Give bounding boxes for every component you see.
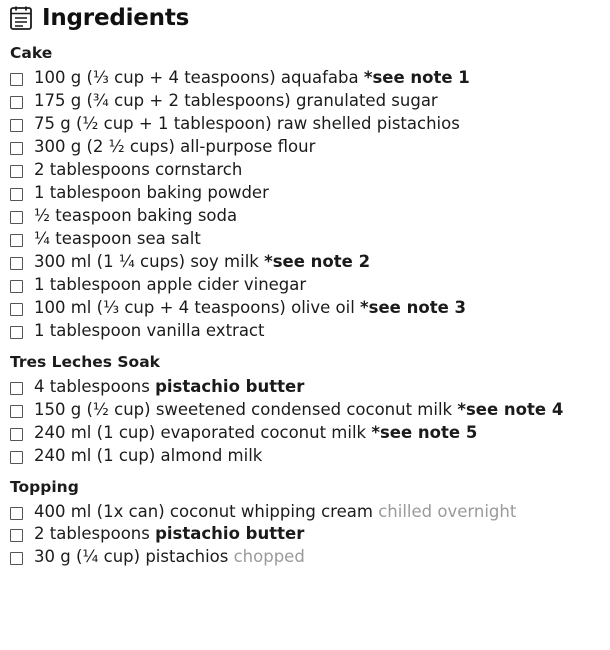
ingredient-item[interactable] bbox=[10, 523, 600, 546]
ingredient-text bbox=[34, 424, 477, 443]
ingredient-checkbox[interactable] bbox=[10, 257, 23, 270]
ingredient-main-text: 300 ml (1 ¼ cups) soy milk bbox=[34, 251, 265, 271]
ingredient-checkbox[interactable] bbox=[10, 73, 23, 86]
ingredient-item[interactable] bbox=[10, 251, 600, 274]
ingredient-item[interactable] bbox=[10, 274, 600, 297]
ingredient-main-text: 300 g (2 ½ cups) all-purpose flour bbox=[34, 136, 316, 156]
ingredient-main-text: ½ teaspoon baking soda bbox=[34, 205, 238, 225]
ingredient-text bbox=[34, 184, 269, 203]
ingredient-checkbox[interactable] bbox=[10, 326, 23, 339]
ingredient-item[interactable] bbox=[10, 399, 600, 422]
ingredient-checkbox[interactable] bbox=[10, 428, 23, 441]
ingredient-main-text: 100 ml (⅓ cup + 4 teaspoons) olive oil bbox=[34, 297, 361, 317]
ingredient-preparation-note: chopped bbox=[233, 547, 305, 567]
ingredient-item[interactable] bbox=[10, 90, 600, 113]
ingredient-text bbox=[34, 115, 460, 134]
ingredient-item[interactable] bbox=[10, 136, 600, 159]
ingredient-text bbox=[34, 161, 242, 180]
ingredient-checkbox[interactable] bbox=[10, 303, 23, 316]
ingredient-text bbox=[34, 299, 466, 318]
ingredient-sections bbox=[10, 44, 600, 569]
ingredient-item[interactable] bbox=[10, 501, 600, 524]
ingredient-text bbox=[34, 401, 563, 420]
ingredient-highlight: pistachio butter bbox=[155, 524, 305, 544]
ingredient-item[interactable] bbox=[10, 320, 600, 343]
page-title: Ingredients bbox=[42, 4, 190, 31]
ingredient-text bbox=[34, 525, 304, 544]
ingredient-main-text: 175 g (¾ cup + 2 tablespoons) granulated sugar bbox=[34, 90, 438, 110]
ingredient-main-text: 1 tablespoon baking powder bbox=[34, 182, 269, 202]
ingredients-header bbox=[10, 6, 600, 30]
ingredient-text bbox=[34, 230, 201, 249]
ingredient-checkbox[interactable] bbox=[10, 451, 23, 464]
section-title: Cake bbox=[10, 44, 53, 62]
ingredient-text bbox=[34, 276, 306, 295]
recipe-list-icon bbox=[10, 6, 32, 30]
ingredient-text bbox=[34, 378, 304, 397]
ingredient-checkbox[interactable] bbox=[10, 142, 23, 155]
ingredient-section bbox=[10, 353, 600, 468]
ingredient-checkbox[interactable] bbox=[10, 280, 23, 293]
ingredient-text bbox=[34, 69, 470, 88]
ingredient-item[interactable] bbox=[10, 228, 600, 251]
ingredient-main-text: ¼ teaspoon sea salt bbox=[34, 228, 201, 248]
ingredient-item[interactable] bbox=[10, 67, 600, 90]
ingredient-main-text: 100 g (⅓ cup + 4 teaspoons) aquafaba bbox=[34, 68, 364, 87]
ingredient-checkbox[interactable] bbox=[10, 165, 23, 178]
ingredient-main-text: 2 tablespoons bbox=[34, 524, 156, 544]
ingredient-preparation-note: chilled overnight bbox=[378, 501, 517, 521]
ingredient-item[interactable] bbox=[10, 159, 600, 182]
ingredient-checkbox[interactable] bbox=[10, 529, 23, 542]
ingredient-text bbox=[34, 207, 237, 226]
ingredient-text bbox=[34, 447, 262, 466]
ingredient-checkbox[interactable] bbox=[10, 405, 23, 418]
ingredient-item[interactable] bbox=[10, 546, 600, 569]
ingredient-main-text: 75 g (½ cup + 1 tablespoon) raw shelled pistachios bbox=[34, 113, 460, 133]
ingredient-main-text: 1 tablespoon vanilla extract bbox=[34, 320, 265, 340]
ingredient-note-ref: *see note 4 bbox=[457, 399, 564, 419]
section-title: Topping bbox=[10, 477, 79, 496]
ingredient-main-text: 400 ml (1x can) coconut whipping cream bbox=[34, 501, 379, 521]
ingredient-main-text: 4 tablespoons bbox=[34, 376, 156, 396]
ingredient-note-ref: *see note 5 bbox=[371, 422, 478, 442]
ingredient-item[interactable] bbox=[10, 182, 600, 205]
ingredient-text bbox=[34, 503, 516, 522]
ingredient-section bbox=[10, 478, 600, 570]
ingredient-highlight: pistachio butter bbox=[155, 376, 305, 396]
ingredient-checkbox[interactable] bbox=[10, 96, 23, 109]
ingredient-note-ref: *see note 1 bbox=[363, 68, 470, 87]
ingredient-section bbox=[10, 44, 600, 343]
ingredient-main-text: 240 ml (1 cup) almond milk bbox=[34, 445, 263, 465]
ingredient-main-text: 2 tablespoons cornstarch bbox=[34, 159, 243, 179]
ingredient-text bbox=[34, 92, 438, 111]
ingredient-item[interactable] bbox=[10, 422, 600, 445]
ingredient-item[interactable] bbox=[10, 445, 600, 468]
ingredient-text bbox=[34, 138, 315, 157]
ingredient-main-text: 30 g (¼ cup) pistachios bbox=[34, 547, 234, 567]
ingredient-text bbox=[34, 548, 305, 567]
ingredient-checkbox[interactable] bbox=[10, 507, 23, 520]
ingredient-checkbox[interactable] bbox=[10, 211, 23, 224]
ingredient-checkbox[interactable] bbox=[10, 188, 23, 201]
ingredient-main-text: 240 ml (1 cup) evaporated coconut milk bbox=[34, 422, 372, 442]
ingredient-main-text: 150 g (½ cup) sweetened condensed coconut milk bbox=[34, 399, 458, 419]
ingredient-note-ref: *see note 3 bbox=[360, 297, 467, 317]
section-title: Tres Leches Soak bbox=[10, 352, 160, 371]
ingredient-checkbox[interactable] bbox=[10, 552, 23, 565]
ingredient-item[interactable] bbox=[10, 113, 600, 136]
ingredient-checkbox[interactable] bbox=[10, 119, 23, 132]
ingredient-item[interactable] bbox=[10, 205, 600, 228]
ingredient-item[interactable] bbox=[10, 297, 600, 320]
ingredient-item[interactable] bbox=[10, 376, 600, 399]
ingredient-main-text: 1 tablespoon apple cider vinegar bbox=[34, 274, 307, 294]
ingredient-text bbox=[34, 322, 264, 341]
ingredient-checkbox[interactable] bbox=[10, 234, 23, 247]
ingredient-checkbox[interactable] bbox=[10, 382, 23, 395]
ingredient-text bbox=[34, 253, 370, 272]
ingredient-note-ref: *see note 2 bbox=[264, 251, 371, 271]
